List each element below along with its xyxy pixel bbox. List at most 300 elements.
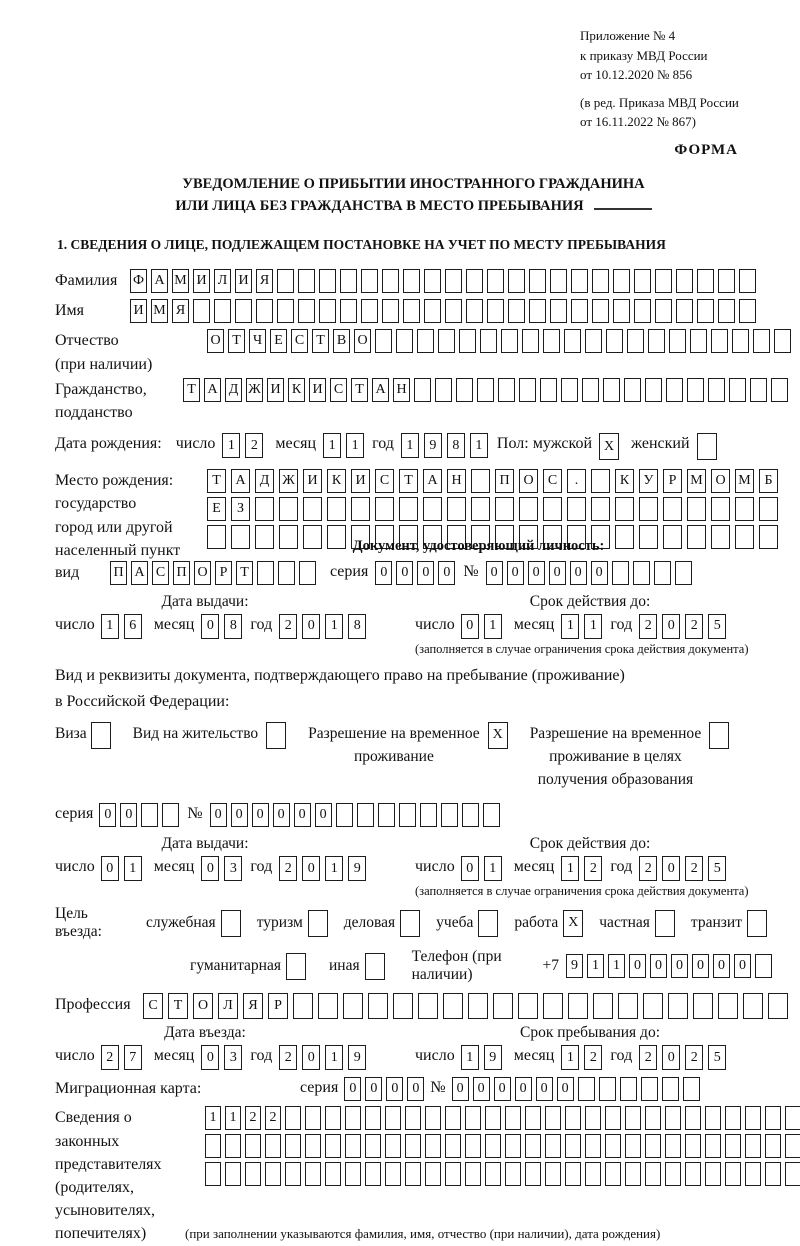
firstname-cell[interactable] [508, 299, 525, 323]
residence-valid-year-cell[interactable]: 2 [685, 856, 703, 881]
residence-valid-month-cell[interactable]: 1 [561, 856, 579, 881]
representatives-cell[interactable] [265, 1162, 281, 1186]
doc-number-cell[interactable] [654, 561, 671, 585]
residence-issue-day-cell[interactable]: 0 [101, 856, 119, 881]
representatives-cell[interactable] [765, 1106, 781, 1130]
representatives-cell[interactable] [305, 1134, 321, 1158]
citizenship-cell[interactable] [666, 378, 683, 402]
representatives-cell[interactable] [645, 1134, 661, 1158]
representatives-cell[interactable] [625, 1162, 641, 1186]
representatives-cell[interactable] [685, 1162, 701, 1186]
patronymic-cell[interactable]: Т [312, 329, 329, 353]
representatives-cell[interactable] [285, 1134, 301, 1158]
profession-cell[interactable] [443, 993, 463, 1019]
representatives-cell[interactable] [505, 1162, 521, 1186]
issue-day-cell[interactable]: 1 [101, 614, 119, 639]
citizenship-cell[interactable] [435, 378, 452, 402]
birth-place-cell[interactable] [591, 469, 610, 493]
birth-place-cell[interactable] [279, 525, 298, 549]
citizenship-cell[interactable] [456, 378, 473, 402]
residence-issue-year-cell[interactable]: 2 [279, 856, 297, 881]
representatives-cell[interactable] [705, 1106, 721, 1130]
patronymic-cell[interactable] [438, 329, 455, 353]
profession-cell[interactable]: Р [268, 993, 288, 1019]
firstname-cell[interactable] [445, 299, 462, 323]
residence-number-cell[interactable] [420, 803, 437, 827]
patronymic-cell[interactable] [501, 329, 518, 353]
representatives-cell[interactable] [385, 1162, 401, 1186]
citizenship-cell[interactable]: С [330, 378, 347, 402]
patronymic-cell[interactable] [627, 329, 644, 353]
valid-year-cell[interactable]: 2 [639, 614, 657, 639]
representatives-cell[interactable] [245, 1162, 261, 1186]
birth-place-cell[interactable] [759, 525, 778, 549]
firstname-cell[interactable] [235, 299, 252, 323]
patronymic-cell[interactable] [543, 329, 560, 353]
birth-year-cell[interactable]: 1 [470, 433, 488, 458]
birth-place-cell[interactable]: Р [663, 469, 682, 493]
citizenship-cell[interactable] [645, 378, 662, 402]
profession-cell[interactable]: Я [243, 993, 263, 1019]
representatives-cell[interactable] [545, 1162, 561, 1186]
birth-place-cell[interactable] [255, 525, 274, 549]
citizenship-cell[interactable] [771, 378, 788, 402]
representatives-cell[interactable] [325, 1106, 341, 1130]
patronymic-cell[interactable] [690, 329, 707, 353]
patronymic-cell[interactable] [417, 329, 434, 353]
doc-kind-cell[interactable]: Р [215, 561, 232, 585]
residence-number-cell[interactable] [462, 803, 479, 827]
residence-issue-day-cell[interactable]: 1 [124, 856, 142, 881]
citizenship-cell[interactable] [519, 378, 536, 402]
representatives-cell[interactable] [365, 1134, 381, 1158]
firstname-cell[interactable] [613, 299, 630, 323]
official-checkbox-cell[interactable] [221, 910, 241, 937]
firstname-cell[interactable] [277, 299, 294, 323]
doc-kind-cell[interactable] [299, 561, 316, 585]
surname-cell[interactable] [445, 269, 462, 293]
representatives-cell[interactable] [605, 1134, 621, 1158]
migration-series-cell[interactable]: 0 [407, 1077, 424, 1101]
surname-cell[interactable] [634, 269, 651, 293]
birth-place-cell[interactable] [471, 497, 490, 521]
representatives-cell[interactable] [705, 1162, 721, 1186]
birth-place-cell[interactable] [615, 525, 634, 549]
representatives-cell[interactable] [585, 1106, 601, 1130]
residence-permit-checkbox-cell[interactable] [266, 722, 286, 749]
citizenship-cell[interactable] [687, 378, 704, 402]
residence-number-cell[interactable]: 0 [273, 803, 290, 827]
representatives-cell[interactable]: 2 [265, 1106, 281, 1130]
phone-cell[interactable]: 1 [608, 954, 625, 978]
surname-cell[interactable] [361, 269, 378, 293]
doc-kind-cell[interactable] [257, 561, 274, 585]
citizenship-cell[interactable]: Д [225, 378, 242, 402]
representatives-cell[interactable] [645, 1162, 661, 1186]
profession-cell[interactable]: Т [168, 993, 188, 1019]
representatives-cell[interactable] [365, 1106, 381, 1130]
surname-cell[interactable] [676, 269, 693, 293]
birth-place-cell[interactable] [447, 497, 466, 521]
residence-series-cell[interactable] [141, 803, 158, 827]
surname-cell[interactable]: М [172, 269, 189, 293]
birth-place-cell[interactable]: Т [207, 469, 226, 493]
migration-series-cell[interactable]: 0 [386, 1077, 403, 1101]
issue-month-cell[interactable]: 0 [201, 614, 219, 639]
birth-place-cell[interactable]: П [495, 469, 514, 493]
firstname-cell[interactable]: И [130, 299, 147, 323]
residence-series-cell[interactable]: 0 [99, 803, 116, 827]
firstname-cell[interactable] [256, 299, 273, 323]
profession-cell[interactable] [668, 993, 688, 1019]
birth-place-cell[interactable]: И [351, 469, 370, 493]
representatives-cell[interactable] [525, 1134, 541, 1158]
citizenship-cell[interactable] [561, 378, 578, 402]
firstname-cell[interactable] [340, 299, 357, 323]
phone-cell[interactable]: 0 [629, 954, 646, 978]
doc-kind-cell[interactable]: П [173, 561, 190, 585]
entry-year-cell[interactable]: 0 [302, 1045, 320, 1070]
representatives-cell[interactable] [785, 1134, 800, 1158]
entry-day-cell[interactable]: 7 [124, 1045, 142, 1070]
entry-year-cell[interactable]: 1 [325, 1045, 343, 1070]
birth-place-cell[interactable] [423, 497, 442, 521]
representatives-cell[interactable] [645, 1106, 661, 1130]
valid-month-cell[interactable]: 1 [584, 614, 602, 639]
citizenship-cell[interactable] [477, 378, 494, 402]
temp-residence-checkbox-cell[interactable]: X [488, 722, 508, 749]
birth-place-cell[interactable]: К [327, 469, 346, 493]
representatives-cell[interactable] [765, 1162, 781, 1186]
citizenship-cell[interactable] [624, 378, 641, 402]
representatives-cell[interactable] [585, 1162, 601, 1186]
representatives-cell[interactable] [525, 1162, 541, 1186]
profession-cell[interactable] [743, 993, 763, 1019]
representatives-cell[interactable] [665, 1106, 681, 1130]
doc-number-cell[interactable]: 0 [528, 561, 545, 585]
firstname-cell[interactable] [298, 299, 315, 323]
migration-number-cell[interactable] [641, 1077, 658, 1101]
doc-series-cell[interactable]: 0 [438, 561, 455, 585]
representatives-cell[interactable] [545, 1106, 561, 1130]
representatives-cell[interactable] [525, 1106, 541, 1130]
birth-place-cell[interactable]: М [735, 469, 754, 493]
entry-year-cell[interactable]: 9 [348, 1045, 366, 1070]
representatives-cell[interactable] [225, 1134, 241, 1158]
representatives-cell[interactable]: 1 [205, 1106, 221, 1130]
representatives-cell[interactable] [725, 1162, 741, 1186]
citizenship-cell[interactable]: А [204, 378, 221, 402]
residence-issue-year-cell[interactable]: 0 [302, 856, 320, 881]
patronymic-cell[interactable] [585, 329, 602, 353]
firstname-cell[interactable] [214, 299, 231, 323]
firstname-cell[interactable] [571, 299, 588, 323]
birth-place-cell[interactable] [735, 497, 754, 521]
migration-number-cell[interactable]: 0 [557, 1077, 574, 1101]
representatives-cell[interactable] [705, 1134, 721, 1158]
citizenship-cell[interactable] [750, 378, 767, 402]
doc-kind-cell[interactable]: П [110, 561, 127, 585]
study-checkbox-cell[interactable] [478, 910, 498, 937]
firstname-cell[interactable] [718, 299, 735, 323]
patronymic-cell[interactable] [606, 329, 623, 353]
representatives-cell[interactable] [445, 1106, 461, 1130]
surname-cell[interactable] [529, 269, 546, 293]
surname-cell[interactable] [571, 269, 588, 293]
citizenship-cell[interactable]: К [288, 378, 305, 402]
stay-day-cell[interactable]: 1 [461, 1045, 479, 1070]
birth-place-cell[interactable] [687, 525, 706, 549]
representatives-cell[interactable] [505, 1106, 521, 1130]
birth-year-cell[interactable]: 1 [401, 433, 419, 458]
stay-month-cell[interactable]: 1 [561, 1045, 579, 1070]
doc-kind-cell[interactable]: Т [236, 561, 253, 585]
representatives-cell[interactable]: 2 [245, 1106, 261, 1130]
profession-cell[interactable] [468, 993, 488, 1019]
representatives-cell[interactable] [285, 1106, 301, 1130]
birth-place-cell[interactable]: Е [207, 497, 226, 521]
phone-cell[interactable]: 0 [734, 954, 751, 978]
valid-day-cell[interactable]: 1 [484, 614, 502, 639]
patronymic-cell[interactable] [480, 329, 497, 353]
residence-valid-year-cell[interactable]: 2 [639, 856, 657, 881]
doc-kind-cell[interactable]: А [131, 561, 148, 585]
birth-place-cell[interactable] [279, 497, 298, 521]
surname-cell[interactable] [655, 269, 672, 293]
residence-valid-year-cell[interactable]: 5 [708, 856, 726, 881]
birth-place-cell[interactable]: Т [399, 469, 418, 493]
residence-issue-month-cell[interactable]: 0 [201, 856, 219, 881]
birth-place-cell[interactable] [663, 525, 682, 549]
representatives-cell[interactable] [565, 1162, 581, 1186]
residence-valid-year-cell[interactable]: 0 [662, 856, 680, 881]
profession-cell[interactable] [618, 993, 638, 1019]
citizenship-cell[interactable] [498, 378, 515, 402]
firstname-cell[interactable] [466, 299, 483, 323]
work-checkbox-cell[interactable]: X [563, 910, 583, 937]
migration-number-cell[interactable]: 0 [452, 1077, 469, 1101]
citizenship-cell[interactable] [603, 378, 620, 402]
entry-month-cell[interactable]: 0 [201, 1045, 219, 1070]
representatives-cell[interactable] [785, 1106, 800, 1130]
profession-cell[interactable] [368, 993, 388, 1019]
representatives-cell[interactable] [485, 1106, 501, 1130]
patronymic-cell[interactable] [753, 329, 770, 353]
representatives-cell[interactable] [205, 1134, 221, 1158]
firstname-cell[interactable] [487, 299, 504, 323]
residence-number-cell[interactable]: 0 [315, 803, 332, 827]
patronymic-cell[interactable]: Ч [249, 329, 266, 353]
surname-cell[interactable] [550, 269, 567, 293]
birth-place-cell[interactable] [375, 497, 394, 521]
birth-place-cell[interactable] [687, 497, 706, 521]
doc-number-cell[interactable]: 0 [549, 561, 566, 585]
stay-year-cell[interactable]: 2 [639, 1045, 657, 1070]
firstname-cell[interactable] [529, 299, 546, 323]
residence-issue-month-cell[interactable]: 3 [224, 856, 242, 881]
profession-cell[interactable] [718, 993, 738, 1019]
patronymic-cell[interactable] [774, 329, 791, 353]
firstname-cell[interactable] [382, 299, 399, 323]
entry-year-cell[interactable]: 2 [279, 1045, 297, 1070]
phone-cell[interactable]: 0 [650, 954, 667, 978]
representatives-cell[interactable] [625, 1134, 641, 1158]
migration-number-cell[interactable] [578, 1077, 595, 1101]
profession-cell[interactable] [343, 993, 363, 1019]
firstname-cell[interactable] [676, 299, 693, 323]
phone-cell[interactable]: 1 [587, 954, 604, 978]
migration-number-cell[interactable] [662, 1077, 679, 1101]
surname-cell[interactable] [319, 269, 336, 293]
migration-number-cell[interactable] [599, 1077, 616, 1101]
birth-year-cell[interactable]: 9 [424, 433, 442, 458]
profession-cell[interactable]: О [193, 993, 213, 1019]
citizenship-cell[interactable] [582, 378, 599, 402]
residence-valid-month-cell[interactable]: 2 [584, 856, 602, 881]
entry-month-cell[interactable]: 3 [224, 1045, 242, 1070]
representatives-cell[interactable] [745, 1162, 761, 1186]
residence-number-cell[interactable] [378, 803, 395, 827]
doc-kind-cell[interactable]: С [152, 561, 169, 585]
representatives-cell[interactable] [585, 1134, 601, 1158]
firstname-cell[interactable] [634, 299, 651, 323]
surname-cell[interactable] [298, 269, 315, 293]
representatives-cell[interactable] [285, 1162, 301, 1186]
profession-cell[interactable] [518, 993, 538, 1019]
residence-number-cell[interactable]: 0 [231, 803, 248, 827]
birth-place-cell[interactable] [327, 525, 346, 549]
surname-cell[interactable]: Ф [130, 269, 147, 293]
representatives-cell[interactable] [445, 1162, 461, 1186]
surname-cell[interactable] [424, 269, 441, 293]
surname-cell[interactable]: Я [256, 269, 273, 293]
representatives-cell[interactable] [605, 1162, 621, 1186]
birth-month-cell[interactable]: 1 [346, 433, 364, 458]
firstname-cell[interactable] [424, 299, 441, 323]
doc-series-cell[interactable]: 0 [375, 561, 392, 585]
stay-day-cell[interactable]: 9 [484, 1045, 502, 1070]
citizenship-cell[interactable]: Ж [246, 378, 263, 402]
surname-cell[interactable] [613, 269, 630, 293]
birth-place-cell[interactable] [591, 497, 610, 521]
representatives-cell[interactable] [425, 1162, 441, 1186]
representatives-cell[interactable] [465, 1134, 481, 1158]
representatives-cell[interactable] [305, 1106, 321, 1130]
surname-cell[interactable]: Л [214, 269, 231, 293]
residence-number-cell[interactable] [357, 803, 374, 827]
representatives-cell[interactable] [425, 1106, 441, 1130]
residence-series-cell[interactable]: 0 [120, 803, 137, 827]
patronymic-cell[interactable]: О [354, 329, 371, 353]
birth-place-cell[interactable]: И [303, 469, 322, 493]
citizenship-cell[interactable] [414, 378, 431, 402]
representatives-cell[interactable] [785, 1162, 800, 1186]
issue-year-cell[interactable]: 1 [325, 614, 343, 639]
phone-cell[interactable]: 0 [692, 954, 709, 978]
profession-cell[interactable]: С [143, 993, 163, 1019]
doc-kind-cell[interactable]: О [194, 561, 211, 585]
representatives-cell[interactable] [245, 1134, 261, 1158]
citizenship-cell[interactable]: И [267, 378, 284, 402]
representatives-cell[interactable] [365, 1162, 381, 1186]
patronymic-cell[interactable]: О [207, 329, 224, 353]
representatives-cell[interactable] [665, 1162, 681, 1186]
patronymic-cell[interactable] [669, 329, 686, 353]
transit-checkbox-cell[interactable] [747, 910, 767, 937]
citizenship-cell[interactable] [708, 378, 725, 402]
representatives-cell[interactable] [325, 1162, 341, 1186]
doc-kind-cell[interactable] [278, 561, 295, 585]
birth-place-cell[interactable] [351, 497, 370, 521]
representatives-cell[interactable] [465, 1162, 481, 1186]
representatives-cell[interactable] [485, 1162, 501, 1186]
migration-number-cell[interactable]: 0 [536, 1077, 553, 1101]
birth-place-cell[interactable] [303, 497, 322, 521]
birth-place-cell[interactable]: Н [447, 469, 466, 493]
firstname-cell[interactable] [697, 299, 714, 323]
patronymic-cell[interactable] [375, 329, 392, 353]
valid-year-cell[interactable]: 2 [685, 614, 703, 639]
birth-place-cell[interactable]: Б [759, 469, 778, 493]
representatives-cell[interactable] [505, 1134, 521, 1158]
doc-series-cell[interactable]: 0 [396, 561, 413, 585]
profession-cell[interactable] [768, 993, 788, 1019]
representatives-cell[interactable] [465, 1106, 481, 1130]
visa-checkbox-cell[interactable] [91, 722, 111, 749]
female-checkbox-cell[interactable] [697, 433, 717, 460]
patronymic-cell[interactable]: Е [270, 329, 287, 353]
doc-number-cell[interactable] [675, 561, 692, 585]
doc-number-cell[interactable]: 0 [570, 561, 587, 585]
representatives-cell[interactable] [765, 1134, 781, 1158]
representatives-cell[interactable] [685, 1106, 701, 1130]
residence-issue-year-cell[interactable]: 9 [348, 856, 366, 881]
issue-year-cell[interactable]: 2 [279, 614, 297, 639]
representatives-cell[interactable] [325, 1134, 341, 1158]
profession-cell[interactable]: Л [218, 993, 238, 1019]
profession-cell[interactable] [568, 993, 588, 1019]
profession-cell[interactable] [693, 993, 713, 1019]
patronymic-cell[interactable] [564, 329, 581, 353]
patronymic-cell[interactable]: С [291, 329, 308, 353]
representatives-cell[interactable] [385, 1106, 401, 1130]
migration-series-cell[interactable]: 0 [365, 1077, 382, 1101]
patronymic-cell[interactable] [711, 329, 728, 353]
residence-number-cell[interactable]: 0 [252, 803, 269, 827]
firstname-cell[interactable] [550, 299, 567, 323]
valid-year-cell[interactable]: 5 [708, 614, 726, 639]
residence-valid-day-cell[interactable]: 0 [461, 856, 479, 881]
profession-cell[interactable] [393, 993, 413, 1019]
profession-cell[interactable] [643, 993, 663, 1019]
surname-cell[interactable] [697, 269, 714, 293]
birth-place-cell[interactable] [759, 497, 778, 521]
representatives-cell[interactable] [225, 1162, 241, 1186]
profession-cell[interactable] [543, 993, 563, 1019]
doc-number-cell[interactable]: 0 [591, 561, 608, 585]
patronymic-cell[interactable] [732, 329, 749, 353]
doc-series-cell[interactable]: 0 [417, 561, 434, 585]
patronymic-cell[interactable] [396, 329, 413, 353]
doc-number-cell[interactable] [612, 561, 629, 585]
doc-number-cell[interactable] [633, 561, 650, 585]
entry-day-cell[interactable]: 2 [101, 1045, 119, 1070]
representatives-cell[interactable] [265, 1134, 281, 1158]
patronymic-cell[interactable] [648, 329, 665, 353]
representatives-cell[interactable] [625, 1106, 641, 1130]
stay-month-cell[interactable]: 2 [584, 1045, 602, 1070]
male-checkbox-cell[interactable]: X [599, 433, 619, 460]
